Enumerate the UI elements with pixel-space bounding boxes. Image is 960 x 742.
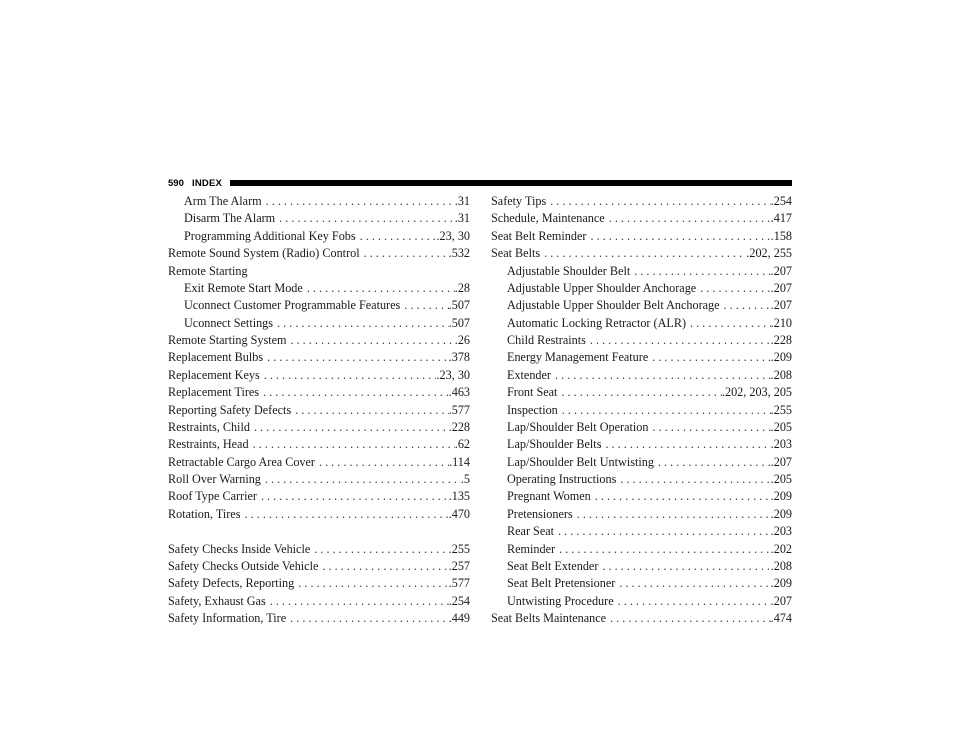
dot-leader	[310, 541, 448, 558]
index-entry	[168, 210, 470, 227]
index-entry	[168, 471, 470, 488]
index-page-ref: .31	[454, 194, 470, 208]
index-entry	[491, 245, 792, 262]
index-term: Safety, Exhaust Gas	[168, 593, 266, 608]
index-entry	[491, 523, 792, 540]
index-term: Rotation, Tires	[168, 506, 241, 521]
index-entry	[168, 280, 470, 297]
dot-leader	[573, 506, 771, 523]
dot-leader	[250, 419, 449, 436]
index-entry	[168, 506, 470, 523]
dot-leader	[654, 454, 771, 471]
index-term: Roll Over Warning	[168, 472, 261, 486]
index-entry	[168, 228, 470, 245]
index-entry	[168, 193, 470, 210]
index-term: Inspection	[507, 402, 558, 417]
index-term: Automatic Locking Retractor (ALR)	[507, 315, 687, 330]
dot-leader	[257, 488, 449, 505]
page-number: 590	[168, 178, 184, 189]
index-page-ref: .209	[770, 506, 792, 521]
index-page-ref: .207	[770, 454, 792, 469]
dot-leader	[696, 280, 770, 297]
index-term: Uconnect Settings	[184, 315, 274, 330]
dot-leader	[315, 454, 449, 471]
index-term: Untwisting Procedure	[507, 593, 614, 608]
index-term: Replacement Keys	[168, 367, 260, 382]
index-page-ref: .28	[454, 280, 470, 295]
index-term: Programming Additional Key Fobs	[184, 228, 356, 243]
index-term: Front Seat	[507, 385, 558, 400]
index-term: Safety Information, Tire	[168, 611, 287, 625]
index-term: Exit Remote Start Mode	[184, 280, 303, 295]
index-term: Schedule, Maintenance	[491, 211, 605, 226]
dot-leader	[630, 263, 770, 280]
index-term: Remote Starting System	[168, 333, 287, 347]
index-page-ref: .228	[770, 333, 792, 347]
dot-leader	[720, 297, 771, 314]
index-page-ref: .23, 30	[436, 228, 470, 243]
dot-leader	[261, 471, 461, 488]
index-term: Remote Sound System (Radio) Control	[168, 246, 360, 261]
index-page-ref: .202, 203, 205	[721, 385, 792, 400]
dot-leader	[586, 332, 771, 349]
index-entry	[168, 402, 470, 419]
index-term: Restraints, Child	[168, 419, 250, 434]
index-entry	[168, 349, 470, 366]
index-entry	[491, 471, 792, 488]
index-term: Uconnect Customer Programmable Features	[184, 298, 401, 313]
index-column-right	[491, 193, 792, 627]
index-term: Arm The Alarm	[184, 194, 262, 208]
index-page-ref: .205	[770, 472, 792, 486]
dot-leader	[616, 471, 770, 488]
index-entry	[491, 349, 792, 366]
dot-leader	[557, 384, 721, 401]
index-column-left	[168, 193, 470, 627]
index-entry	[168, 436, 470, 453]
dot-leader	[558, 402, 771, 419]
index-term: Pregnant Women	[507, 489, 591, 504]
dot-leader	[606, 610, 771, 627]
index-term: Disarm The Alarm	[184, 211, 276, 226]
index-term: Rear Seat	[507, 524, 555, 539]
index-entry	[491, 228, 792, 245]
dot-leader	[591, 488, 771, 505]
index-page-ref: .254	[770, 194, 792, 208]
index-page-ref: .449	[448, 611, 470, 625]
index-term: Roof Type Carrier	[168, 489, 257, 504]
index-page-ref: .26	[454, 333, 470, 347]
index-term: Replacement Bulbs	[168, 350, 264, 365]
index-page-ref: .507	[448, 298, 470, 313]
index-entry	[168, 575, 470, 592]
dot-leader	[249, 436, 455, 453]
index-entry	[168, 245, 470, 262]
index-page-ref: .31	[454, 211, 470, 226]
index-term: Retractable Cargo Area Cover	[168, 454, 315, 469]
index-entry	[168, 454, 470, 471]
index-page-ref: .255	[448, 541, 470, 556]
index-page-ref: .158	[770, 228, 792, 243]
index-entry	[168, 297, 470, 314]
index-entry	[491, 436, 792, 453]
index-term: Adjustable Shoulder Belt	[507, 263, 631, 278]
index-term: Lap/Shoulder Belt Untwisting	[507, 454, 654, 469]
dot-leader	[601, 436, 770, 453]
running-head: INDEX	[192, 178, 223, 189]
dot-leader	[266, 593, 449, 610]
index-entry	[491, 454, 792, 471]
index-page-ref: .532	[448, 246, 470, 261]
dot-leader	[240, 506, 448, 523]
index-page-ref: .23, 30	[436, 367, 470, 382]
index-entry	[491, 263, 792, 280]
dot-leader	[360, 245, 449, 262]
index-term: Seat Belt Reminder	[491, 228, 587, 243]
index-term: Safety Tips	[491, 194, 547, 208]
dot-leader	[546, 193, 770, 210]
index-term: Remote Starting	[168, 263, 248, 278]
dot-leader	[586, 228, 770, 245]
index-entry	[168, 488, 470, 505]
index-term: Replacement Tires	[168, 385, 260, 400]
index-page-ref: .210	[770, 315, 792, 330]
dot-leader	[263, 349, 449, 366]
index-term: Reminder	[507, 541, 556, 556]
index-page-ref: .507	[448, 315, 470, 330]
index-entry	[491, 193, 792, 210]
index-entry	[491, 332, 792, 349]
dot-leader	[260, 367, 437, 384]
dot-leader	[686, 315, 771, 332]
index-entry	[491, 210, 792, 227]
dot-leader	[605, 210, 771, 227]
index-entry	[168, 558, 470, 575]
index-entry	[491, 541, 792, 558]
index-page-ref: .62	[454, 437, 470, 452]
index-term: Safety Defects, Reporting	[168, 576, 295, 591]
index-term: Adjustable Upper Shoulder Anchorage	[507, 280, 697, 295]
dot-leader	[554, 523, 771, 540]
index-term: Seat Belts Maintenance	[491, 611, 607, 625]
index-page-ref: .202	[770, 541, 792, 556]
index-page-ref: .207	[770, 280, 792, 295]
index-page-ref: .254	[448, 593, 470, 608]
index-term: Seat Belt Extender	[507, 558, 599, 573]
dot-leader	[262, 193, 455, 210]
index-term: Child Restraints	[507, 333, 586, 347]
index-term: Safety Checks Inside Vehicle	[168, 541, 311, 556]
index-entry	[168, 263, 470, 280]
index-page-ref: .208	[770, 367, 792, 382]
index-entry	[491, 297, 792, 314]
index-term: Operating Instructions	[507, 472, 617, 486]
index-page-ref: .207	[770, 298, 792, 313]
index-page-ref: .474	[770, 611, 792, 625]
dot-leader	[555, 541, 771, 558]
dot-leader	[286, 610, 449, 627]
index-term: Lap/Shoulder Belts	[507, 437, 602, 452]
index-entry	[491, 593, 792, 610]
index-page-ref: .417	[770, 211, 792, 226]
index-page-ref: .205	[770, 419, 792, 434]
index-page-ref: .577	[448, 402, 470, 417]
index-page-ref: .470	[448, 506, 470, 521]
dot-leader	[303, 280, 455, 297]
index-page-ref: .228	[448, 419, 470, 434]
index-page-ref: .255	[770, 402, 792, 417]
index-page-ref: .208	[770, 558, 792, 573]
index-page-ref: .114	[449, 454, 470, 469]
index-entry	[491, 610, 792, 627]
index-term: Energy Management Feature	[507, 350, 649, 365]
index-entry	[168, 332, 470, 349]
index-page-ref: .135	[448, 489, 470, 504]
dot-leader	[356, 228, 437, 245]
index-entry	[491, 419, 792, 436]
dot-leader	[648, 349, 770, 366]
index-page-ref: .203	[770, 524, 792, 539]
index-entry	[168, 384, 470, 401]
index-entry	[491, 280, 792, 297]
index-page-ref: .5	[460, 472, 470, 486]
index-page-ref: .209	[770, 489, 792, 504]
dot-leader	[614, 593, 771, 610]
index-entry	[168, 315, 470, 332]
dot-leader	[273, 315, 449, 332]
index-page-ref: .207	[770, 593, 792, 608]
index-term: Restraints, Head	[168, 437, 249, 452]
index-term: Pretensioners	[507, 506, 573, 521]
dot-leader	[318, 558, 448, 575]
index-page-ref: .577	[448, 576, 470, 591]
dot-leader	[615, 575, 770, 592]
index-term: Adjustable Upper Shoulder Belt Anchorage	[507, 298, 720, 313]
dot-leader	[291, 402, 448, 419]
index-page-ref: .257	[448, 558, 470, 573]
index-page-ref: .463	[448, 385, 470, 400]
dot-leader	[286, 332, 454, 349]
index-entry	[491, 402, 792, 419]
index-entry	[491, 558, 792, 575]
index-term: Safety Checks Outside Vehicle	[168, 558, 319, 573]
dot-leader	[598, 558, 770, 575]
dot-leader	[648, 419, 770, 436]
dot-leader	[540, 245, 746, 262]
index-page-ref: .207	[770, 263, 792, 278]
index-term: Lap/Shoulder Belt Operation	[507, 419, 649, 434]
index-entry	[491, 488, 792, 505]
index-entry	[491, 506, 792, 523]
dot-leader	[551, 367, 771, 384]
index-term: Seat Belt Pretensioner	[507, 576, 616, 591]
index-entry	[491, 384, 792, 401]
index-page-ref: .378	[448, 350, 470, 365]
header-rule	[230, 180, 792, 186]
index-entry	[168, 541, 470, 558]
index-term: Seat Belts	[491, 246, 541, 261]
index-page-ref: .209	[770, 350, 792, 365]
page-header	[168, 178, 792, 190]
dot-leader	[294, 575, 448, 592]
index-entry	[491, 367, 792, 384]
index-entry	[168, 419, 470, 436]
index-term: Extender	[507, 367, 551, 382]
index-page-ref: .203	[770, 437, 792, 452]
index-page-ref: .209	[770, 576, 792, 591]
dot-leader	[400, 297, 448, 314]
index-entry	[168, 610, 470, 627]
index-entry	[168, 367, 470, 384]
index-entry	[491, 575, 792, 592]
index-page-ref: .202, 255	[746, 246, 792, 261]
dot-leader	[275, 210, 455, 227]
index-entry	[168, 593, 470, 610]
index-term: Reporting Safety Defects	[168, 402, 292, 417]
dot-leader	[259, 384, 449, 401]
index-entry	[491, 315, 792, 332]
